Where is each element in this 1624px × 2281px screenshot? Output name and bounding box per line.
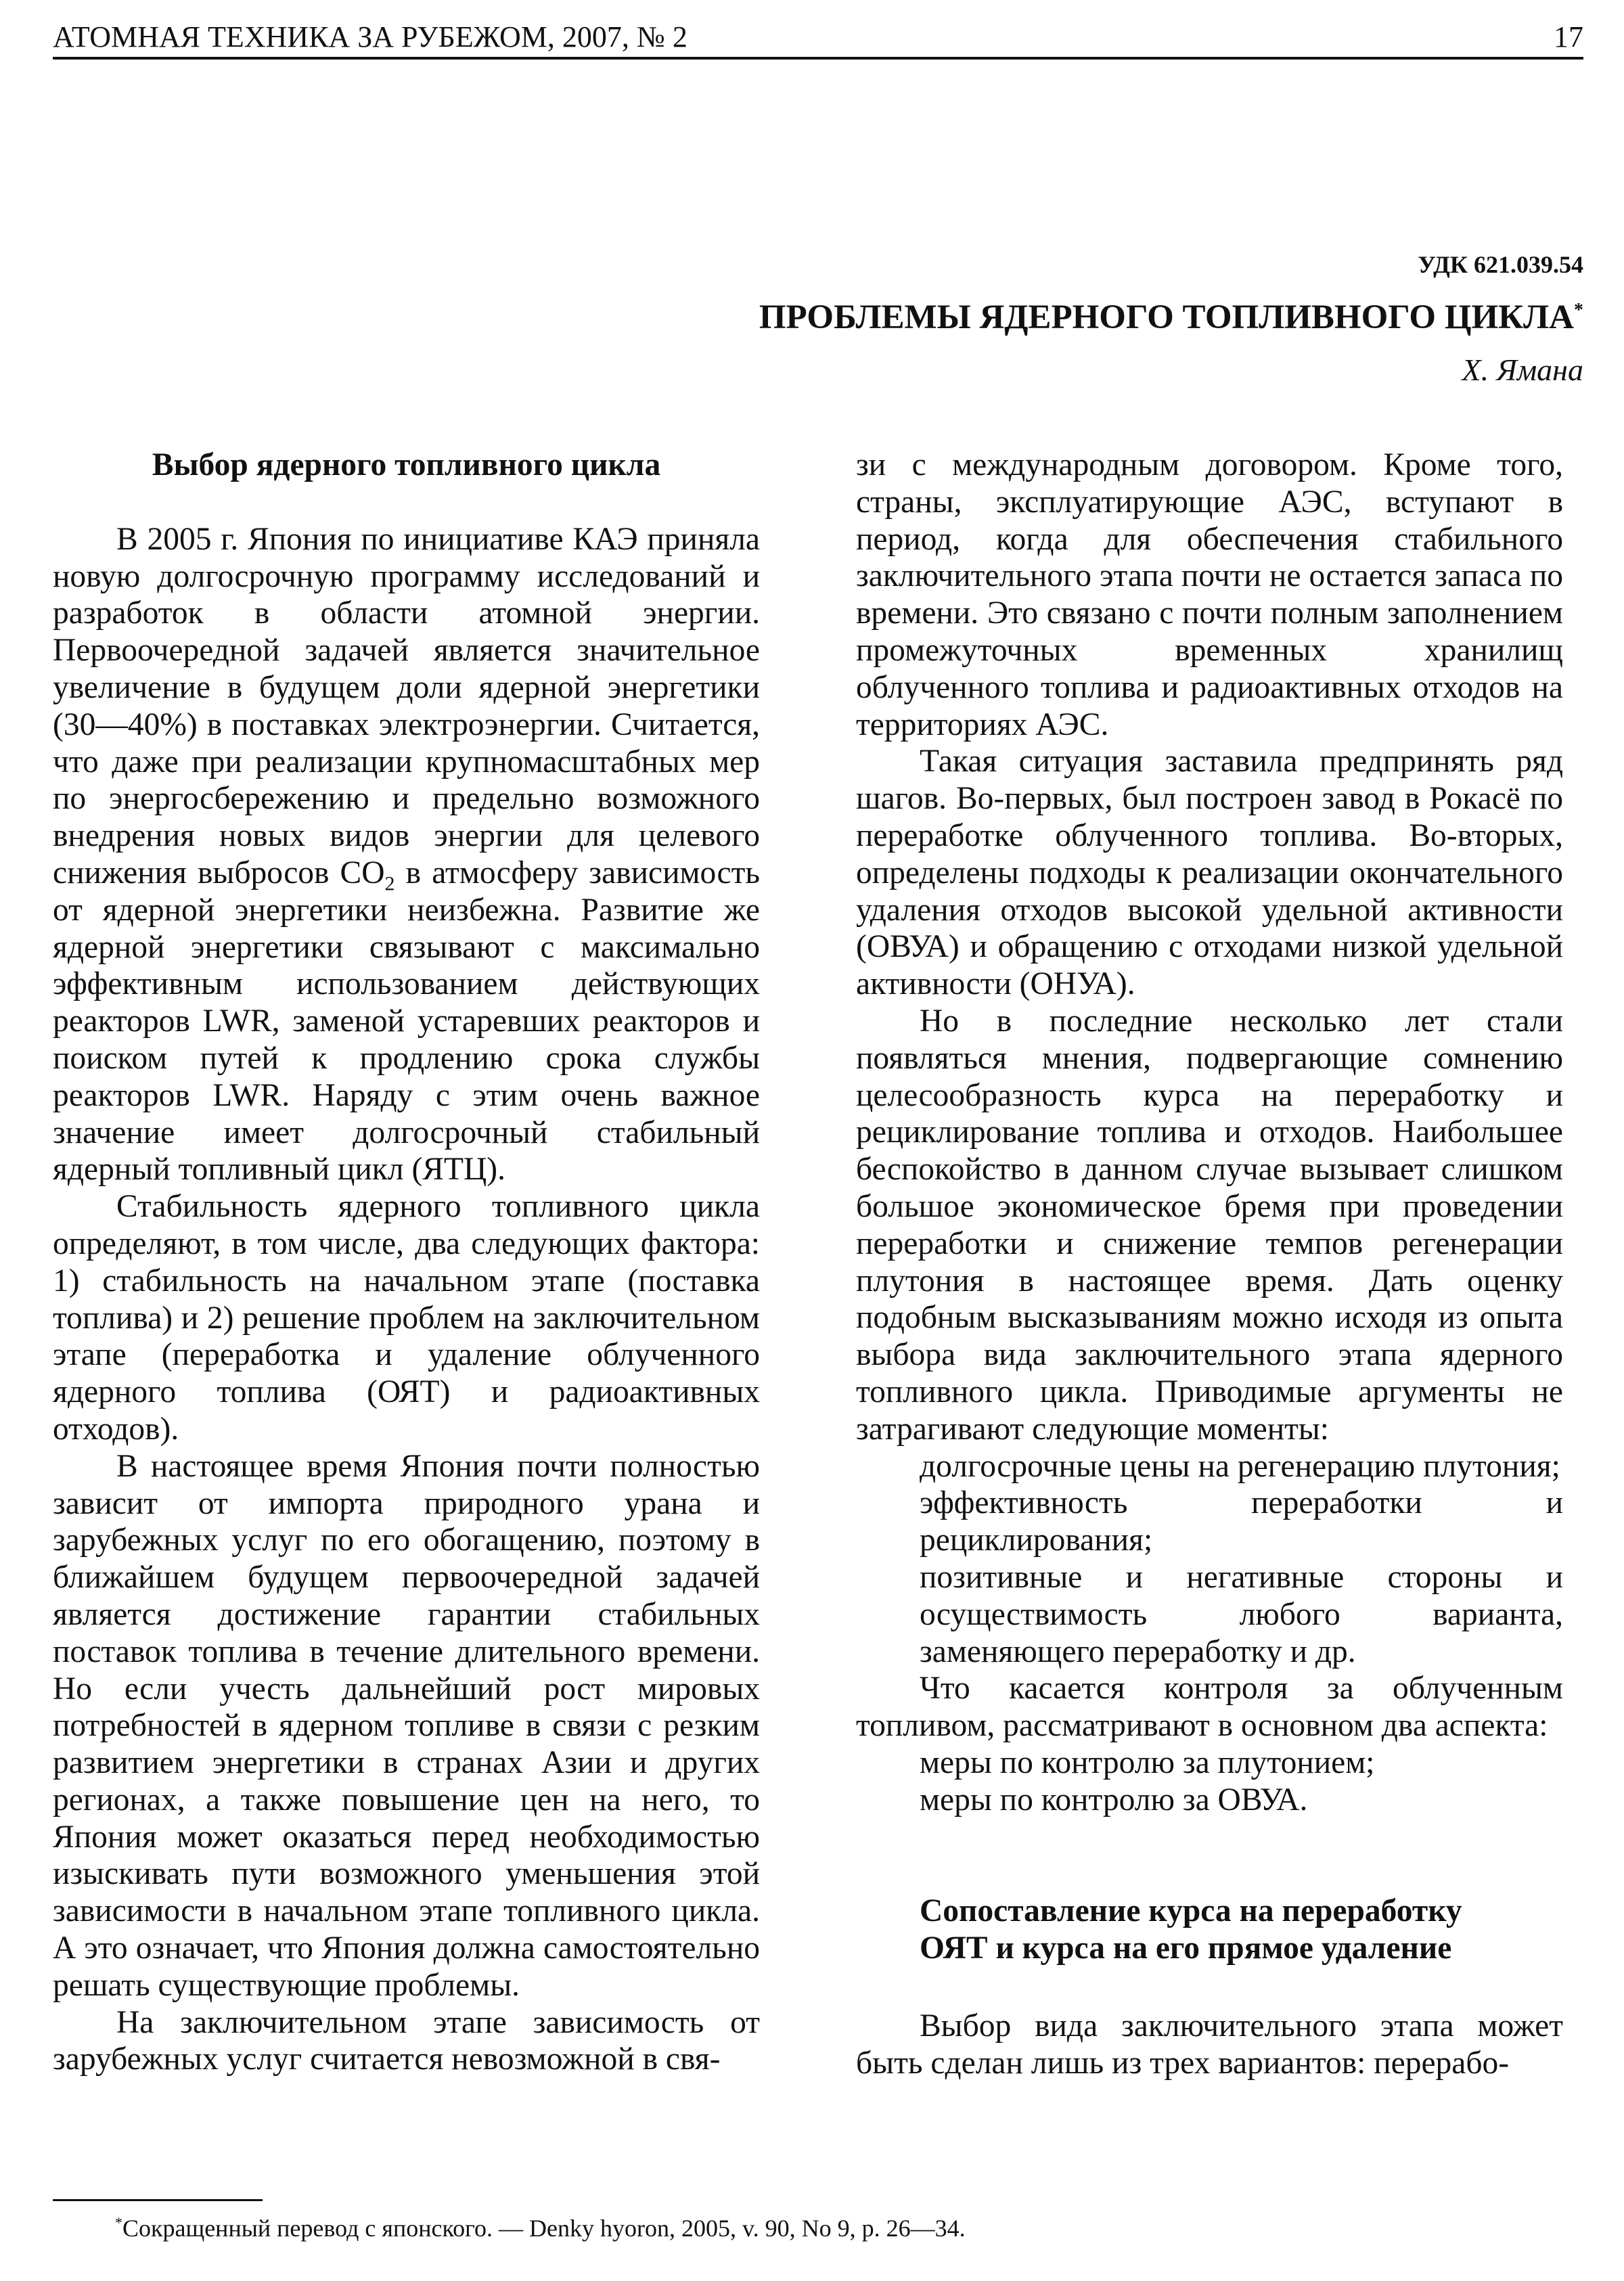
page-number: 17 [1554,20,1583,53]
paragraph-text: В 2005 г. Япония по инициативе КАЭ приняла новую долгосрочную программу исследований и разработок в области атомной энергии. Первоочередной задачей является значительное увеличение в будущем доли ядерной энергетики (30—40%) в поставках электроэнергии. Считается, что даже при реализации крупномасштабных мер по энергосбережению и предельно возможного внедрения новых видов энергии для целевого снижения выбросов CO [53,521,760,890]
subscript: 2 [384,872,395,895]
section-heading [856,1893,1563,1967]
paragraph: Но в последние несколько лет стали появляться мнения, подвергающие сомнению целесообразность курса на переработку и рециклирование топлива и отходов. Наибольшее беспокойство в данном случае вызывает слишком большое экономическое бремя при проведении переработки и снижение темпов регенерации плутония в настоящее время. Дать оценку подобным высказываниям можно исходя из опыта выбора вида заключительного этапа ядерного топливного цикла. Приводимые аргументы не затрагивают следующие моменты: [856,1003,1563,1447]
footnote-rule [53,2199,263,2201]
paragraph: Выбор вида заключительного этапа может быть сделан лишь из трех вариантов: перерабо- [856,2008,1563,2081]
section-heading: Выбор ядерного топливного цикла [152,447,661,482]
paragraph [53,521,760,1188]
udc-code: УДК 621.039.54 [1418,251,1583,278]
paragraph: Стабильность ядерного топливного цикла определяют, в том числе, два следующих фактора: 1) стабильность на начальном этапе (поставка топлива) и 2) решение проблем на заключительном этапе (переработка и удаление облученного ядерного топлива (ОЯТ) и радиоактивных отходов). [53,1189,760,1447]
article-title [759,298,1583,337]
right-column [856,447,1563,2082]
title-footnote-mark: * [1574,300,1583,321]
footnote-mark: * [115,2214,122,2231]
list-item: долгосрочные цены на регенерацию плутония; [920,1448,1560,1484]
list-item: меры по контролю за ОВУА. [920,1782,1308,1817]
section-heading-line: ОЯТ и курса на его прямое удаление [920,1930,1452,1966]
article-author: Х. Ямана [1462,353,1583,387]
left-column [53,447,760,2078]
footnote-text: Сокращенный перевод с японского. — Denky hyoron, 2005, v. 90, No 9, p. 26—34. [122,2215,966,2242]
article-title-text: ПРОБЛЕМЫ ЯДЕРНОГО ТОПЛИВНОГО ЦИКЛА [759,298,1574,336]
journal-title: АТОМНАЯ ТЕХНИКА ЗА РУБЕЖОМ, 2007, № 2 [53,20,687,53]
paragraph-text: в атмосферу зависимость от ядерной энергетики неизбежна. Развитие же ядерной энергетики связывают с максимально эффективным использованием действующих реакторов LWR, заменой устаревших реакторов и поиском путей к продлению срока службы реакторов LWR. Наряду с этим очень важное значение имеет долгосрочный стабильный ядерный топливный цикл (ЯТЦ). [53,855,760,1188]
paragraph: Такая ситуация заставила предпринять ряд шагов. Во-первых, был построен завод в Рокасё по переработке облученного топлива. Во-вторых, определены подходы к реализации окончательного удаления отходов высокой удельной активности (ОВУА) и обращению с отходами низкой удельной активности (ОНУА). [856,744,1563,1002]
list-item: позитивные и негативные стороны и осуществимость любого варианта, заменяющего переработку и др. [920,1559,1563,1669]
paragraph: На заключительном этапе зависимость от зарубежных услуг считается невозможной в свя- [53,2004,760,2077]
footnote [115,2214,966,2242]
list-item: меры по контролю за плутонием; [920,1744,1375,1780]
paragraph: В настоящее время Япония почти полностью зависит от импорта природного урана и зарубежных услуг по его обогащению, поэтому в ближайшем будущем первоочередной задачей является достижение гарантии стабильных поставок топлива в течение длительного времени. Но если учесть дальнейший рост мировых потребностей в ядерном топливе в связи с резким развитием энергетики в странах Азии и других регионах, а также повышение цен на него, то Япония может оказаться перед необходимостью изыскивать пути возможного уменьшения этой зависимости в начальном этапе топливного цикла. А это означает, что Япония должна самостоятельно решать существующие проблемы. [53,1448,760,2003]
paragraph: Что касается контроля за облученным топливом, рассматривают в основном два аспекта: [856,1671,1563,1744]
section-heading-line: Сопоставление курса на переработку [920,1893,1462,1929]
paragraph: зи с международным договором. Кроме того, страны, эксплуатирующие АЭС, вступают в период, когда для обеспечения стабильного заключительного этапа почти не остается запаса по времени. Это связано с почти полным заполнением промежуточных временных хранилищ облученного топлива и радиоактивных отходов на территориях АЭС. [856,447,1563,742]
list-item: эффективность переработки и рециклирования; [920,1485,1563,1558]
running-header [53,9,1583,60]
